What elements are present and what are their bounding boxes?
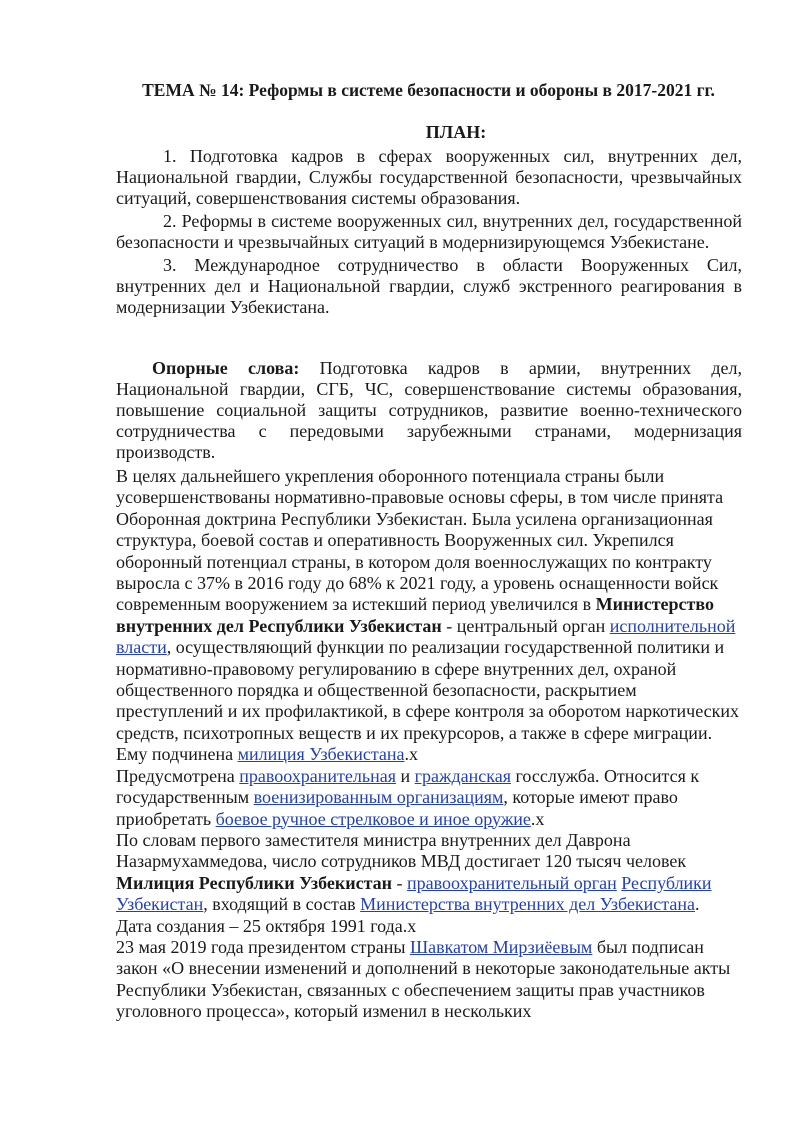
link-executive-power[interactable]: исполнительной власти	[116, 615, 736, 658]
mvd-term: Министерство внутренних дел Республики Узбекистан	[116, 594, 714, 636]
paragraph-text: .х	[530, 808, 545, 829]
paragraph-text: был подписан закон «О внесении изменений и дополнений в некоторые законодательные акты Республики Узбекистан, связанных с обеспечением защиты прав участников уголовного процесса», который изменил в нескольких	[116, 936, 731, 1022]
paragraph-text: -	[392, 872, 408, 893]
link-president[interactable]: Шавкатом Мирзиёевым	[409, 936, 593, 957]
militia-term: Милиция Республики Узбекистан	[116, 872, 393, 893]
paragraph-text: , входящий в состав	[203, 894, 361, 915]
paragraph-text: - центральный орган	[441, 615, 610, 636]
plan-heading: ПЛАН:	[425, 122, 487, 142]
link-law-enforcement[interactable]: правоохранительная	[239, 765, 397, 786]
paragraph-creation-date: Дата создания – 25 октября 1991 года.х	[116, 915, 417, 936]
paragraph-text: Предусмотрена	[116, 765, 240, 786]
document-title: ТЕМА № 14: Реформы в системе безопасности и обороны в 2017-2021 гг.	[142, 80, 715, 100]
keywords-paragraph	[116, 358, 742, 463]
plan-item: 1. Подготовка кадров в сферах вооруженных сил, внутренних дел, Национальной гвардии, Службы государственной безопасности, чрезвычайных ситуаций, совершенствования системы образования.	[116, 146, 742, 208]
keywords-text: Подготовка кадров в армии, внутренних дел, Национальной гвардии, СГБ, ЧС, совершенствование системы образования, повышение социальной защиты сотрудников, развитие военно-технического сотрудничества с передовыми зарубежными странами, модернизация производств.	[116, 358, 743, 462]
link-weapons[interactable]: боевое ручное стрелковое и иное оружие	[215, 808, 531, 829]
paragraph-text: и	[396, 765, 415, 786]
paragraph-text: В целях дальнейшего укрепления оборонного потенциала страны были усовершенствованы нормативно-правовые основы сферы, в том числе принята Оборонная доктрина Республики Узбекистан. Была усилена организационная структура, боевой состав и оперативность Вооруженных сил. Укрепился оборонный потенциал страны, в котором доля военнослужащих по контракту выросла с 37% в 2016 году до 68% к 2021 году, а уровень оснащенности войск современным вооружением за истекший период увеличился в	[116, 466, 724, 615]
body-text	[116, 466, 746, 1023]
paragraph-civil-service	[116, 766, 746, 830]
paragraph-text: .	[694, 894, 700, 915]
paragraph-militia	[116, 873, 746, 916]
keywords-label: Опорные слова:	[152, 358, 300, 378]
paragraph-text: , которые имеют право приобретать	[116, 787, 678, 829]
plan-list	[116, 146, 742, 318]
paragraph-defense-mvd	[116, 466, 746, 766]
paragraph-text: 23 мая 2019 года президентом страны	[116, 936, 410, 957]
paragraph-text: , осуществляющий функции по реализации государственной политики и нормативно-правовому регулированию в сфере внутренних дел, охраной общественного порядка и общественной безопасности, раскрытием преступлений и их профилактикой, в сфере контроля за оборотом наркотических средств, психотропных веществ и их прекурсоров, а также в сфере миграции. Ему подчинена	[116, 637, 740, 765]
plan-item: 2. Реформы в системе вооруженных сил, внутренних дел, государственной безопасности и чрезвычайных ситуаций в модернизирующемся Узбекистане.	[116, 211, 742, 252]
link-law-enforcement-body[interactable]: правоохранительный орган	[407, 872, 617, 893]
paragraph-law-2019	[116, 937, 746, 1023]
paragraph-text: .х	[404, 744, 419, 765]
paragraph-staff-count: По словам первого заместителя министра внутренних дел Даврона Назармухаммедова, число сотрудников МВД достигает 120 тысяч человек	[116, 829, 687, 872]
link-ministry-internal-affairs[interactable]: Министерства внутренних дел Узбекистана	[360, 894, 695, 915]
link-military-organizations[interactable]: военизированным организациям	[253, 787, 504, 808]
link-republic-uzbekistan[interactable]: Республики Узбекистан	[116, 872, 712, 915]
link-militia-uzbekistan[interactable]: милиция Узбекистана	[237, 744, 405, 765]
link-civil[interactable]: гражданская	[414, 765, 511, 786]
plan-item: 3. Международное сотрудничество в области Вооруженных Сил, внутренних дел и Национальной гвардии, служб экстренного реагирования в модернизации Узбекистана.	[116, 255, 742, 317]
paragraph-text: госслужба. Относится к государственным	[116, 765, 700, 808]
